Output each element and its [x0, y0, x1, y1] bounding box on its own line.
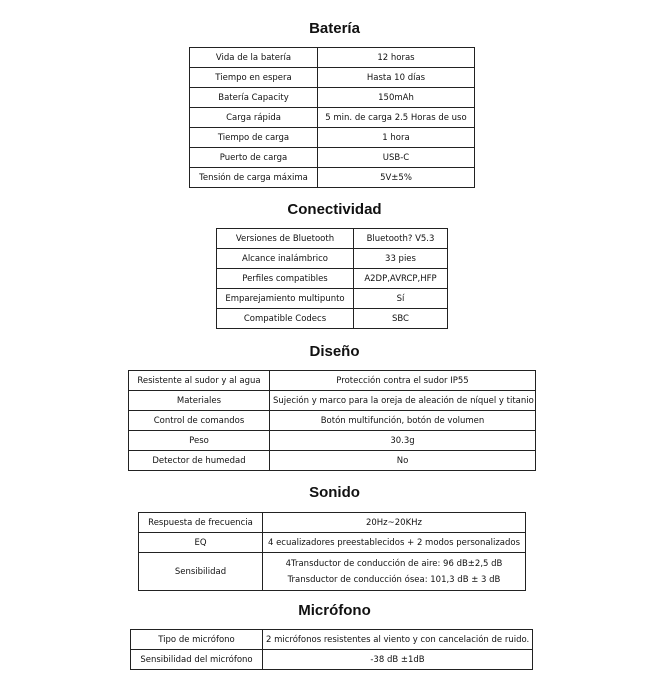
table-row: [131, 650, 533, 670]
spec-label: Tiempo de carga: [190, 128, 318, 148]
section-title-diseno: Diseño: [309, 343, 360, 360]
spec-label: Tiempo en espera: [190, 68, 318, 88]
spec-label: EQ: [139, 533, 263, 553]
spec-label: Peso: [129, 431, 270, 451]
spec-value: Protección contra el sudor IP55: [270, 371, 536, 391]
spec-value: A2DP,AVRCP,HFP: [354, 269, 448, 289]
table-row: [190, 108, 475, 128]
spec-label: Emparejamiento multipunto: [217, 289, 354, 309]
table-row: [217, 309, 448, 329]
sensitivity-bone: Transductor de conducción ósea: 101,3 dB ± 3 dB: [287, 574, 501, 585]
section-title-conectividad: Conectividad: [287, 201, 382, 218]
table-row: [190, 88, 475, 108]
table-row: [129, 451, 536, 471]
spec-label: Tipo de micrófono: [131, 630, 263, 650]
table-row: [131, 630, 533, 650]
spec-label: Materiales: [129, 391, 270, 411]
spec-label: Sensibilidad del micrófono: [131, 650, 263, 670]
spec-label: Alcance inalámbrico: [217, 249, 354, 269]
spec-value: USB-C: [318, 148, 475, 168]
table-row: [129, 411, 536, 431]
spec-table-diseno: [128, 370, 536, 471]
spec-label: Batería Capacity: [190, 88, 318, 108]
spec-value: 5V±5%: [318, 168, 475, 188]
section-title-bateria: Batería: [309, 20, 360, 37]
sensitivity-air: 4Transductor de conducción de aire: 96 dB±2,5 dB: [285, 558, 503, 569]
spec-label: Resistente al sudor y al agua: [129, 371, 270, 391]
table-row: [217, 229, 448, 249]
spec-value: Hasta 10 días: [318, 68, 475, 88]
spec-value: -38 dB ±1dB: [263, 650, 533, 670]
spec-value: 2 micrófonos resistentes al viento y con cancelación de ruido.: [263, 630, 533, 650]
table-row: [190, 168, 475, 188]
spec-value: 5 min. de carga 2.5 Horas de uso: [318, 108, 475, 128]
table-row: [139, 513, 526, 533]
spec-label: Sensibilidad: [139, 553, 263, 591]
section-title-sonido: Sonido: [309, 484, 360, 501]
table-row: [190, 68, 475, 88]
spec-table-sonido: [138, 512, 526, 591]
spec-table-bateria: [189, 47, 475, 188]
table-row: [129, 371, 536, 391]
spec-value: 1 hora: [318, 128, 475, 148]
table-row: [139, 553, 526, 591]
spec-value: 150mAh: [318, 88, 475, 108]
spec-value: Sujeción y marco para la oreja de aleación de níquel y titanio: [270, 391, 536, 411]
spec-label: Tensión de carga máxima: [190, 168, 318, 188]
spec-value: 4 ecualizadores preestablecidos + 2 modos personalizados: [263, 533, 526, 553]
spec-table-conectividad: [216, 228, 448, 329]
spec-label: Respuesta de frecuencia: [139, 513, 263, 533]
spec-value: Sí: [354, 289, 448, 309]
table-row: [217, 289, 448, 309]
table-row: [190, 148, 475, 168]
table-row: [129, 431, 536, 451]
table-row: [139, 533, 526, 553]
spec-value: 12 horas: [318, 48, 475, 68]
table-row: [190, 128, 475, 148]
spec-value: 30.3g: [270, 431, 536, 451]
spec-value-multiline: [263, 553, 526, 591]
spec-label: Compatible Codecs: [217, 309, 354, 329]
spec-table-microfono: [130, 629, 533, 670]
spec-label: Detector de humedad: [129, 451, 270, 471]
spec-label: Puerto de carga: [190, 148, 318, 168]
spec-label: Control de comandos: [129, 411, 270, 431]
table-row: [190, 48, 475, 68]
spec-value: SBC: [354, 309, 448, 329]
spec-value: No: [270, 451, 536, 471]
spec-value: 20Hz~20KHz: [263, 513, 526, 533]
section-title-microfono: Micrófono: [298, 602, 371, 619]
spec-value: Bluetooth? V5.3: [354, 229, 448, 249]
spec-label: Perfiles compatibles: [217, 269, 354, 289]
table-row: [217, 269, 448, 289]
table-row: [217, 249, 448, 269]
spec-label: Carga rápida: [190, 108, 318, 128]
spec-label: Vida de la batería: [190, 48, 318, 68]
spec-value: 33 pies: [354, 249, 448, 269]
spec-label: Versiones de Bluetooth: [217, 229, 354, 249]
table-row: [129, 391, 536, 411]
spec-value: Botón multifunción, botón de volumen: [270, 411, 536, 431]
